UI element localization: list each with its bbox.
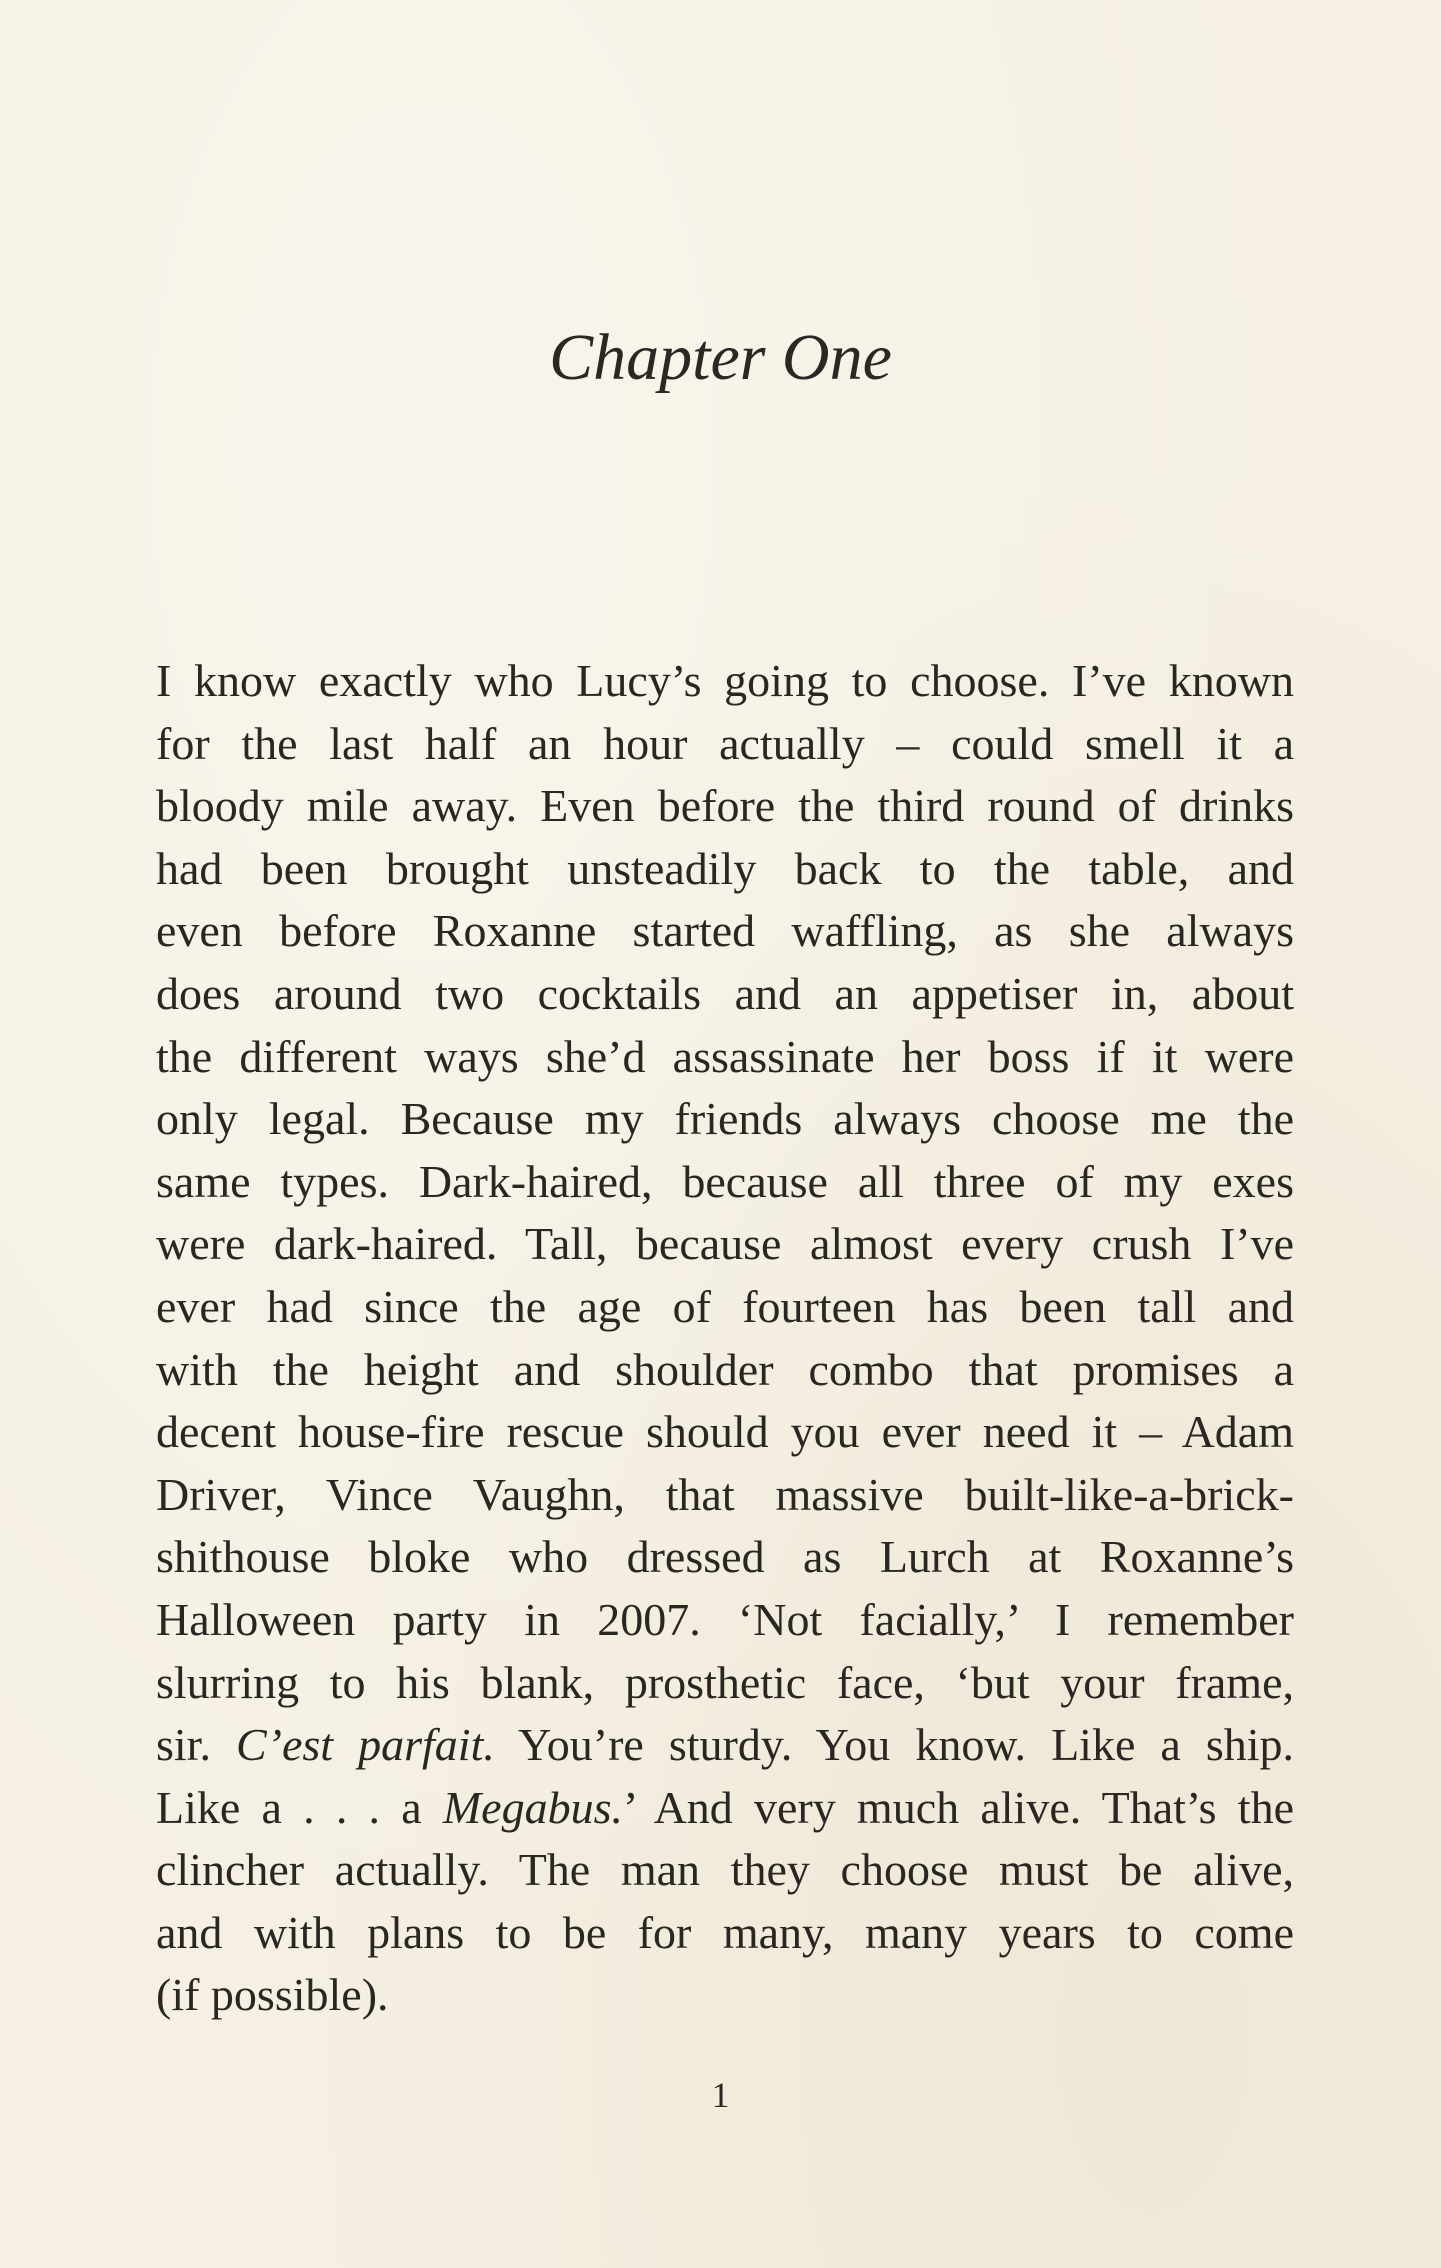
- text-run: were dark-haired. Tall, because almost every crush I’ve: [156, 1218, 1294, 1270]
- text-line: [156, 1964, 1294, 2027]
- chapter-body-text: [156, 650, 1294, 2027]
- text-run: and with plans to be for many, many years to come: [156, 1906, 1294, 1958]
- text-run: bloody mile away. Even before the third round of drinks: [156, 780, 1294, 832]
- text-line: [156, 1714, 1294, 1777]
- text-run: even before Roxanne started waffling, as she always: [156, 905, 1294, 957]
- text-run: had been brought unsteadily back to the table, and: [156, 842, 1294, 894]
- text-run: You’re sturdy. You know. Like a ship.: [494, 1719, 1295, 1771]
- italic-phrase: C’est parfait.: [235, 1719, 495, 1771]
- text-run: does around two cocktails and an appetiser in, about: [156, 967, 1294, 1019]
- text-line: [156, 1589, 1294, 1652]
- text-run: ever had since the age of fourteen has been tall and: [156, 1280, 1294, 1332]
- text-line: [156, 838, 1294, 901]
- text-run: sir.: [156, 1719, 236, 1771]
- text-line: [156, 1339, 1294, 1402]
- text-line: [156, 1213, 1294, 1276]
- text-line: [156, 775, 1294, 838]
- text-run: decent house-fire rescue should you ever need it – Adam: [156, 1406, 1294, 1458]
- chapter-title: Chapter One: [549, 321, 892, 394]
- text-run: Halloween party in 2007. ‘Not facially,’ I remember: [156, 1593, 1294, 1645]
- text-line: [156, 1652, 1294, 1715]
- text-run: same types. Dark-haired, because all three of my exes: [156, 1155, 1294, 1207]
- text-line: [156, 1839, 1294, 1902]
- text-run: clincher actually. The man they choose must be alive,: [156, 1844, 1294, 1896]
- text-line: [156, 1401, 1294, 1464]
- text-run: Like a . . . a: [156, 1781, 443, 1833]
- text-line: [156, 1777, 1294, 1840]
- text-line: [156, 1464, 1294, 1527]
- text-line: [156, 963, 1294, 1026]
- text-line: [156, 713, 1294, 776]
- text-line: [156, 1526, 1294, 1589]
- text-line: [156, 1902, 1294, 1965]
- text-line: [156, 900, 1294, 963]
- text-run: I know exactly who Lucy’s going to choose. I’ve known: [156, 655, 1294, 706]
- text-run: slurring to his blank, prosthetic face, ‘but your frame,: [156, 1656, 1294, 1708]
- text-run: for the last half an hour actually – could smell it a: [156, 717, 1294, 769]
- text-run: Driver, Vince Vaughn, that massive built-like-a-brick-: [156, 1468, 1294, 1520]
- text-line: [156, 1088, 1294, 1151]
- text-line: [156, 650, 1294, 713]
- text-run: (if possible).: [156, 1969, 389, 2021]
- text-run: shithouse bloke who dressed as Lurch at Roxanne’s: [156, 1531, 1294, 1583]
- text-run: only legal. Because my friends always choose me the: [156, 1093, 1294, 1145]
- text-run: the different ways she’d assassinate her boss if it were: [156, 1030, 1294, 1082]
- text-line: [156, 1026, 1294, 1089]
- text-line: [156, 1151, 1294, 1214]
- italic-phrase: Megabus.: [442, 1781, 623, 1833]
- text-run: ’ And very much alive. That’s the: [623, 1781, 1294, 1833]
- text-line: [156, 1276, 1294, 1339]
- text-run: with the height and shoulder combo that promises a: [156, 1343, 1294, 1395]
- page-number: 1: [711, 2075, 730, 2115]
